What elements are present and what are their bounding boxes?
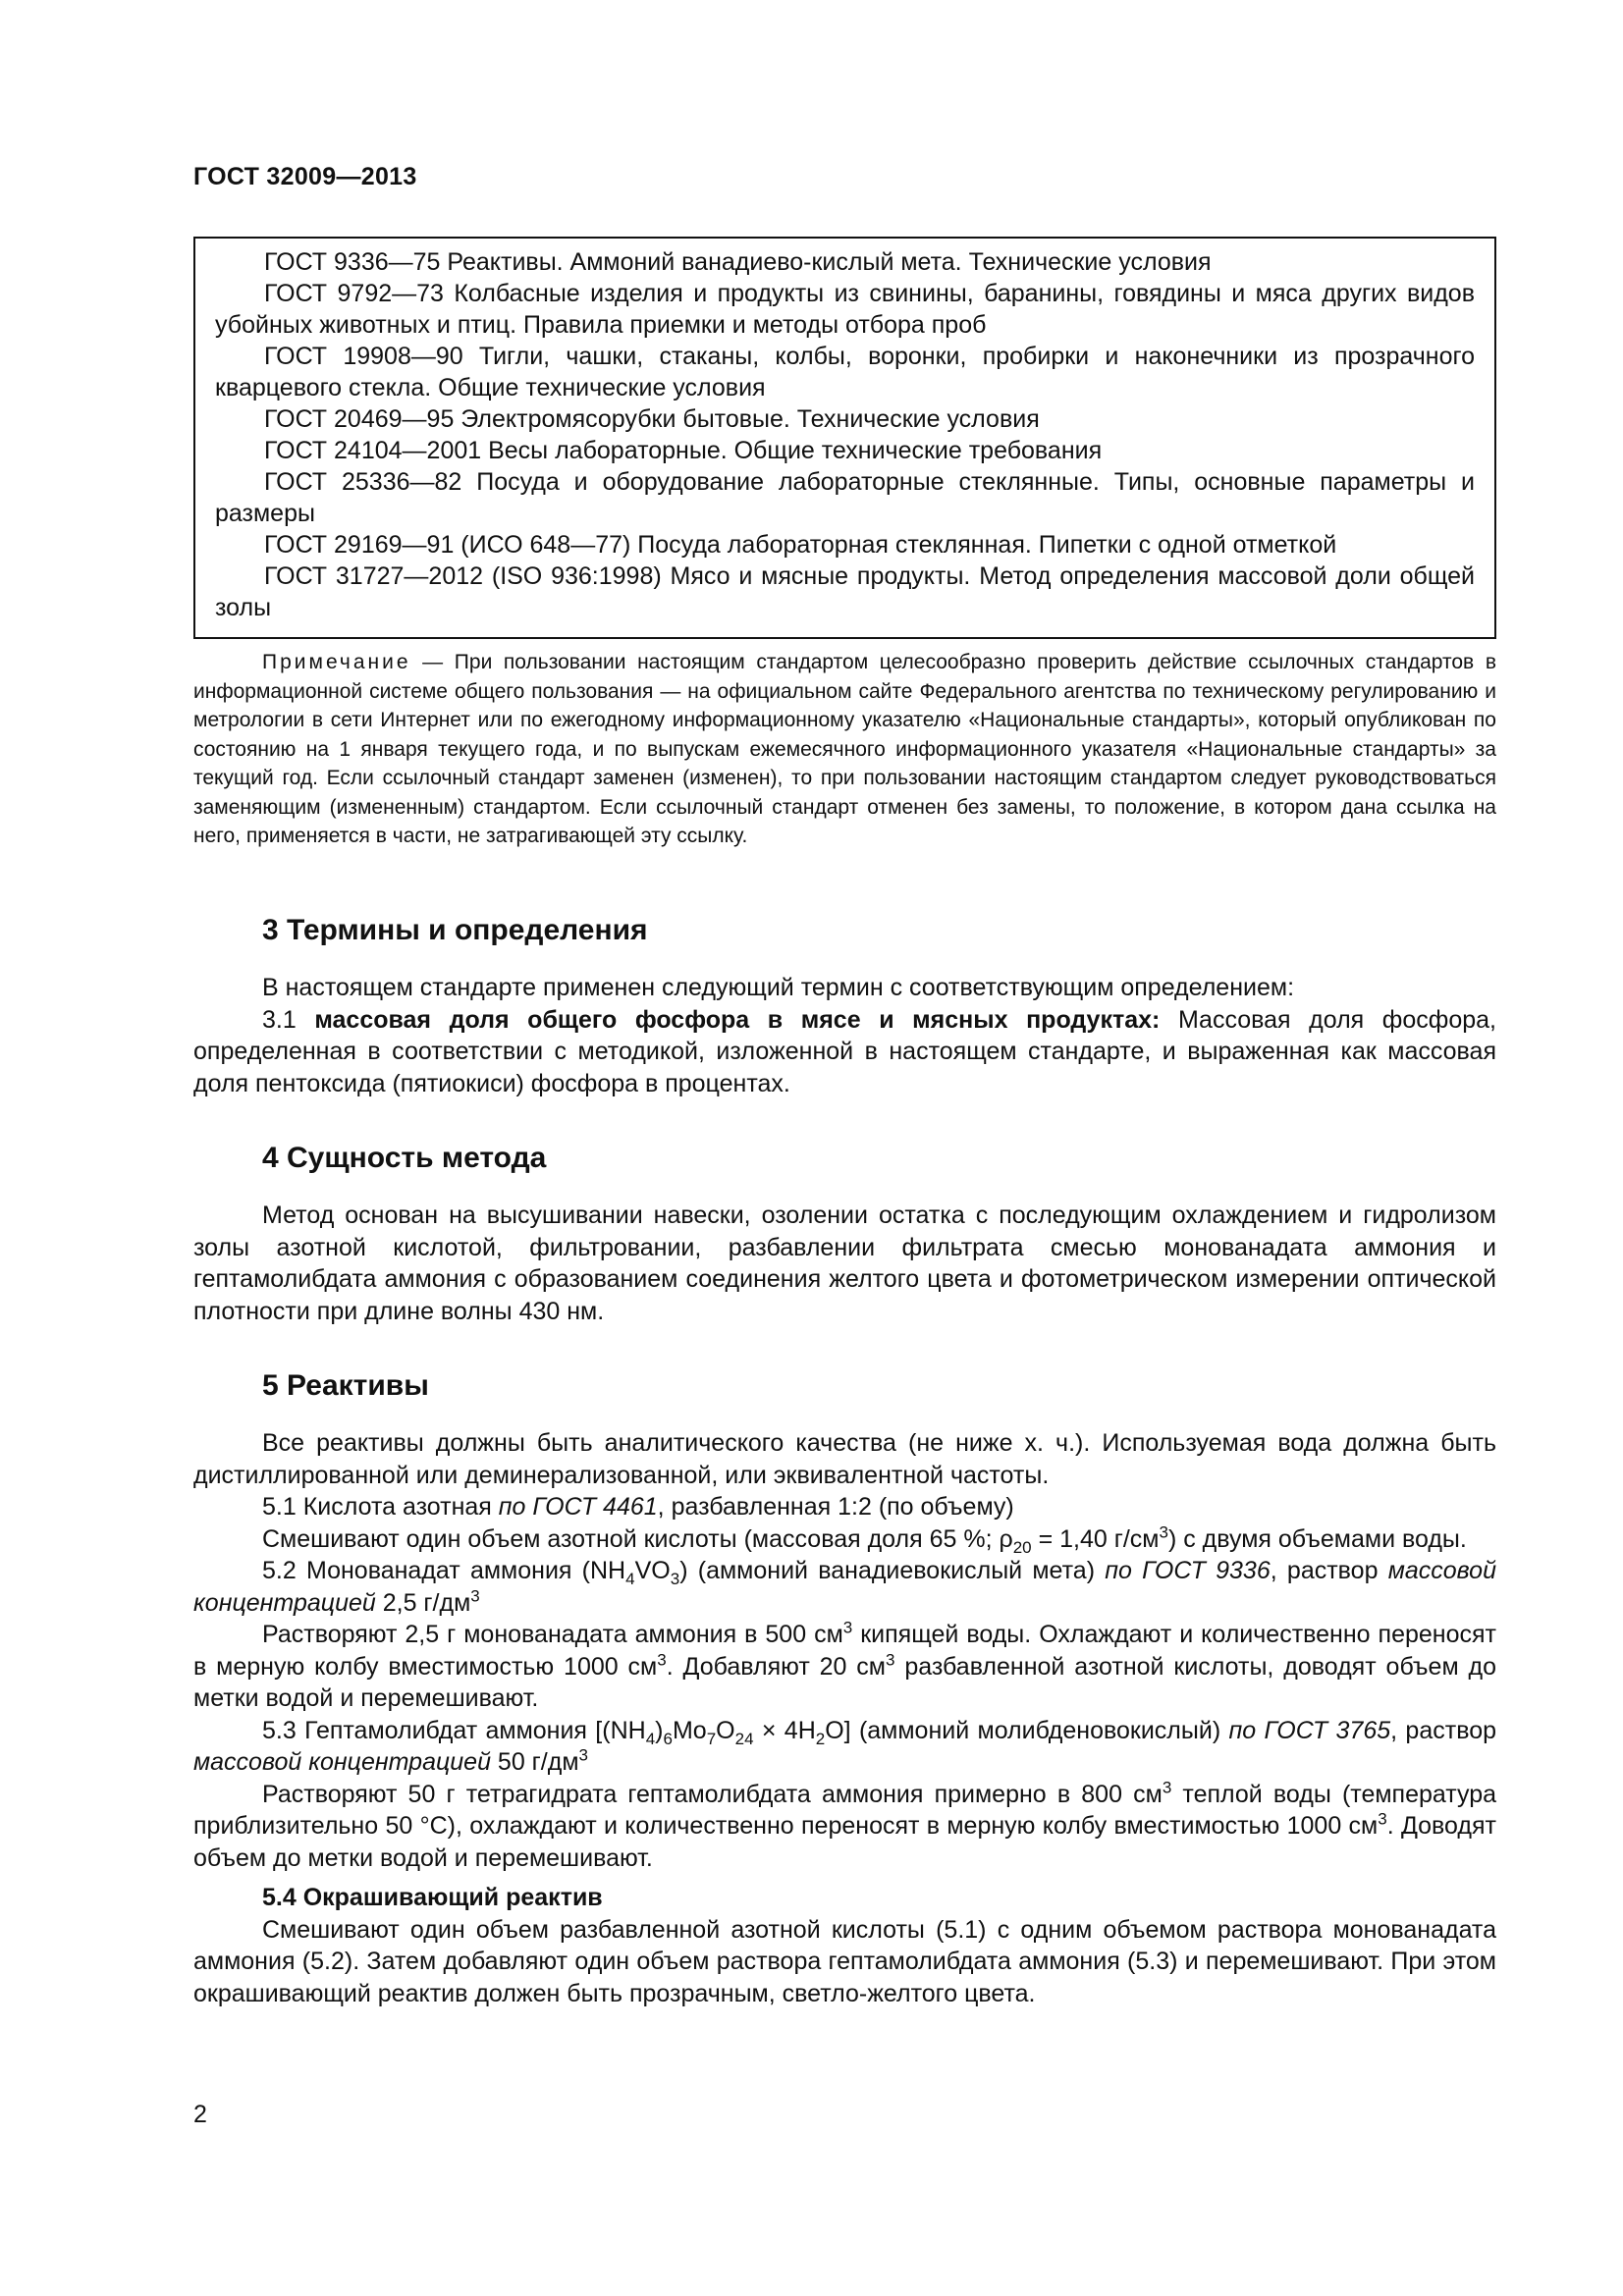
reference-item: ГОСТ 20469—95 Электромясорубки бытовые. Технические условия [264, 405, 1040, 433]
item-5-3: 5.3 Гептамолибдат аммония $[(NH_4)_6Mo_7O_{24} \times 4H_2O]$ (аммоний молибденовокислый) по ГОСТ 3765, раствор массовой концентрацией 50 $г/дм^3$ [193, 1716, 1496, 1776]
reference-item: ГОСТ 19908—90 Тигли, чашки, стаканы, колбы, воронки, пробирки и наконечники из прозрачного кварцевого стекла. Общие технические условия [215, 343, 1475, 401]
page-number: 2 [193, 2101, 207, 2128]
reference-item: ГОСТ 9792—73 Колбасные изделия и продукты из свинины, баранины, говядины и мяса других видов убойных животных и птиц. Правила приемки и методы отбора проб [215, 280, 1475, 339]
section-4-heading: 4 Сущность метода [262, 1142, 547, 1174]
reference-item: ГОСТ 29169—91 (ИСО 648—77) Посуда лабораторная стеклянная. Пипетки с одной отметкой [264, 531, 1337, 559]
section-3-intro: В настоящем стандарте применен следующий термин с соответствующим определением: [262, 974, 1295, 1001]
section-5-intro: Все реактивы должны быть аналитического качества (не ниже х. ч.). Используемая вода должна быть дистиллированной или деминерализованной, или эквивалентной частоты. [193, 1429, 1496, 1489]
term-name: массовая доля общего фосфора в мясе и мясных продуктах: [314, 1005, 1161, 1034]
item-5-2-desc: Растворяют 2,5 г монованадата аммония в 500 $см^3$ кипящей воды. Охлаждают и количественно переносят в мерную колбу вместимостью 1000 $см^3$. Добавляют 20 $см^3$ разбавленной азотной кислоты, доводят объем до метки водой и перемешивают. [193, 1618, 1497, 1712]
item-5-1-desc: Смешивают один объем азотной кислоты (массовая доля 65 %; $\rho_{20} = 1,40$ $г/см^3$) с двумя объемами воды. [262, 1522, 1467, 1557]
reference-item: ГОСТ 31727—2012 (ISO 936:1998) Мясо и мясные продукты. Метод определения массовой доли общей золы [215, 562, 1475, 621]
item-5-4-heading: 5.4 Окрашивающий реактив [262, 1884, 603, 1911]
section-4-text: Метод основан на высушивании навески, озолении остатка с последующим охлаждением и гидролизом золы азотной кислотой, фильтровании, разбавлении фильтрата смесью монованадата аммония и гептамолибдата аммония с образованием соединения желтого цвета и фотометрическом измерении оптической плотности при длине волны 430 нм. [193, 1201, 1496, 1325]
section-3-heading: 3 Термины и определения [262, 914, 648, 946]
item-5-1: 5.1 Кислота азотная по ГОСТ 4461, разбавленная 1:2 (по объему) [262, 1493, 1014, 1521]
document-header: ГОСТ 32009—2013 [193, 163, 417, 190]
document-body [193, 911, 1496, 2009]
note-paragraph [193, 648, 1496, 851]
item-5-2: 5.2 Монованадат аммония $(NH_4VO_3)$ (аммоний ванадиевокислый мета) по ГОСТ 9336, раствор массовой концентрацией 2,5 $г/дм^3$ [193, 1557, 1496, 1617]
section-5-heading: 5 Реактивы [262, 1369, 429, 1402]
note-label: Примечание [262, 651, 411, 673]
reference-item: ГОСТ 9336—75 Реактивы. Аммоний ванадиево-кислый мета. Технические условия [264, 248, 1212, 276]
item-5-3-desc: Растворяют 50 г тетрагидрата гептамолибдата аммония примерно в 800 $см^3$ теплой воды (температура приблизительно 50 °C), охлаждают и количественно переносят в мерную колбу вместимостью 1000 $см^3$. Доводят объем до метки водой и перемешивают. [193, 1778, 1497, 1872]
term-definition: Массовая доля фосфора, определенная в соответствии с методикой, изложенной в настоящем стандарте, и выраженная как массовая доля пентоксида (пятиокиси) фосфора в процентах. [193, 1005, 1497, 1097]
note-text: — При пользовании настоящим стандартом целесообразно проверить действие ссылочных стандартов в информационной системе общего пользования — на официальном сайте Федерального агентства по техническому регулированию и метрологии в сети Интернет или по ежегодному информационному указателю «Национальные стандарты», который опубликован по состоянию на 1 января текущего года, и по выпускам ежемесячного информационного указателя «Национальные стандарты» за текущий год. Если ссылочный стандарт заменен (изменен), то при пользовании настоящим стандартом следует руководствоваться заменяющим (измененным) стандартом. Если ссылочный стандарт отменен без замены, то положение, в котором дана ссылка на него, применяется в части, не затрагивающей эту ссылку. [193, 651, 1496, 847]
note-block [193, 648, 1496, 851]
reference-item: ГОСТ 25336—82 Посуда и оборудование лабораторные стеклянные. Типы, основные параметры и размеры [215, 468, 1475, 527]
item-5-4-text: Смешивают один объем разбавленной азотной кислоты (5.1) с одним объемом раствора монованадата аммония (5.2). Затем добавляют один объем раствора гептамолибдата аммония (5.3) и перемешивают. При этом окрашивающий реактив должен быть прозрачным, светло-желтого цвета. [193, 1915, 1496, 2007]
term-3-1: 3.1 массовая доля общего фосфора в мясе и мясных продуктах: Массовая доля фосфора, определенная в соответствии с методикой, изложенной в настоящем стандарте, и выраженная как массовая доля пентоксида (пятиокиси) фосфора в процентах. [193, 1005, 1497, 1097]
normative-references-box [193, 237, 1496, 639]
reference-item: ГОСТ 24104—2001 Весы лабораторные. Общие технические требования [264, 437, 1103, 464]
